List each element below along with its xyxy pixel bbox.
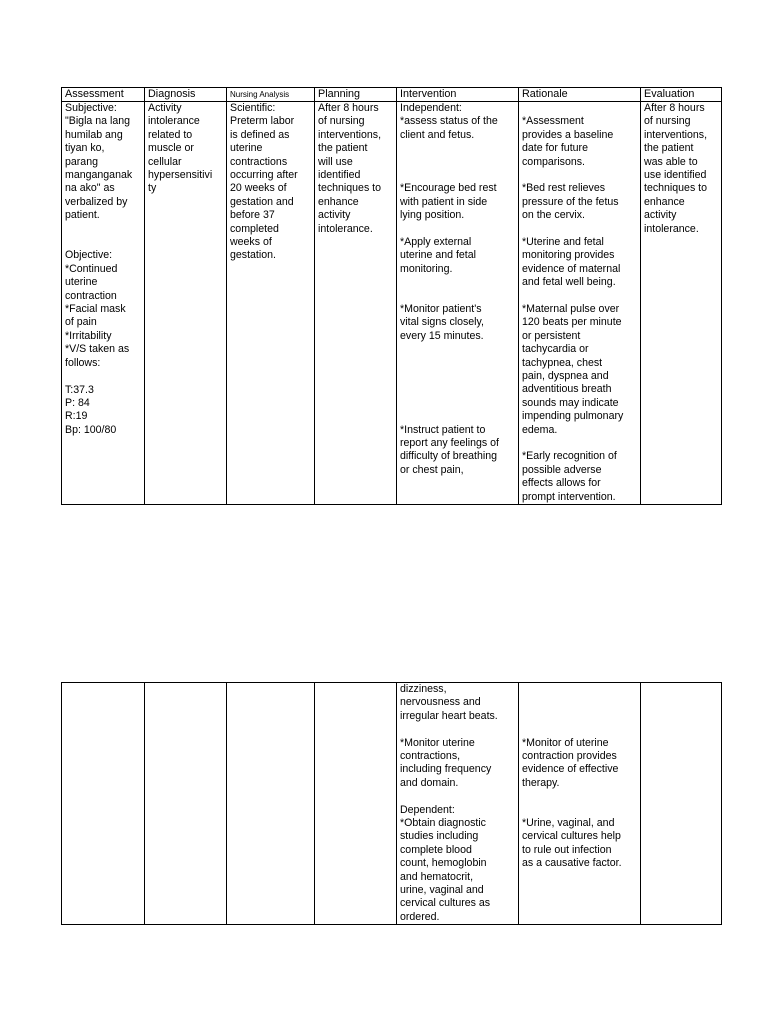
planning-text: After 8 hours of nursing interventions, the patient will use identified techniques to enhance activity intolerance. bbox=[318, 102, 382, 235]
table-row bbox=[62, 102, 722, 505]
dependent-heading: Dependent: bbox=[400, 803, 455, 816]
intervention-cell bbox=[397, 683, 519, 925]
planning-cell bbox=[315, 683, 397, 925]
diagnosis-text: Activity intolerance related to muscle or cellular hypersensitivi ty bbox=[148, 102, 213, 195]
nursing-analysis-text: Scientific: Preterm labor is defined as uterine contractions occurring after 20 weeks of gestation and before 37 completed weeks of gestation. bbox=[230, 102, 298, 262]
nursing-care-plan-table bbox=[61, 87, 722, 505]
rationale-item: *Uterine and fetal monitoring provides evidence of maternal and fetal well being. bbox=[522, 236, 621, 289]
planning-cell bbox=[315, 102, 397, 505]
vital-signs: T:37.3 P: 84 R:19 Bp: 100/80 bbox=[65, 383, 117, 436]
rationale-cell bbox=[519, 683, 641, 925]
objective-data: Objective: *Continued uterine contraction *Facial mask of pain *Irritability *V/S taken as follows: bbox=[65, 249, 130, 369]
intervention-item: *Apply external uterine and fetal monitoring. bbox=[400, 236, 476, 275]
rationale-item: *Urine, vaginal, and cervical cultures help to rule out infection as a causative factor. bbox=[522, 817, 622, 870]
table-row bbox=[62, 683, 722, 925]
rationale-item: *Bed rest relieves pressure of the fetus on the cervix. bbox=[522, 182, 619, 222]
evaluation-cell bbox=[641, 683, 722, 925]
subjective-data: Subjective: "Bigla na lang humilab ang tiyan ko, parang manganganak na ako" as verbalized by patient. bbox=[65, 102, 133, 222]
nursing-analysis-cell bbox=[227, 102, 315, 505]
header-diagnosis: Diagnosis bbox=[145, 88, 227, 102]
assessment-cell bbox=[62, 102, 145, 505]
diagnosis-cell bbox=[145, 683, 227, 925]
intervention-item: *Encourage bed rest with patient in side lying position. bbox=[400, 182, 497, 222]
nursing-care-plan-continuation-table bbox=[61, 682, 722, 925]
intervention-item: *Instruct patient to report any feelings of difficulty of breathing or chest pain, bbox=[400, 423, 499, 476]
header-nursing-analysis: Nursing Analysis bbox=[227, 88, 315, 102]
rationale-item: *Monitor of uterine contraction provides evidence of effective therapy. bbox=[522, 736, 619, 789]
intervention-item: *Monitor uterine contractions, including frequency and domain. bbox=[400, 736, 492, 789]
intervention-item: *Monitor patient's vital signs closely, every 15 minutes. bbox=[400, 303, 484, 342]
independent-heading: Independent: bbox=[400, 102, 462, 114]
intervention-item: *assess status of the client and fetus. bbox=[400, 115, 498, 141]
rationale-item: *Maternal pulse over 120 beats per minute or persistent tachycardia or tachypnea, chest pain, dyspnea and adventitious breath sounds may indicate impending pulmonary edema. bbox=[522, 303, 624, 436]
header-planning: Planning bbox=[315, 88, 397, 102]
header-evaluation: Evaluation bbox=[641, 88, 722, 102]
evaluation-cell bbox=[641, 102, 722, 505]
rationale-cell bbox=[519, 102, 641, 505]
intervention-cell bbox=[397, 102, 519, 505]
rationale-item: *Assessment provides a baseline date for future comparisons. bbox=[522, 115, 614, 168]
header-intervention: Intervention bbox=[397, 88, 519, 102]
intervention-item: *Obtain diagnostic studies including complete blood count, hemoglobin and hematocrit, urine, vaginal and cervical cultures as ordered. bbox=[400, 817, 491, 923]
header-assessment: Assessment bbox=[62, 88, 145, 102]
evaluation-text: After 8 hours of nursing interventions, the patient was able to use identified techniques to enhance activity intolerance. bbox=[644, 102, 708, 235]
nursing-analysis-cell bbox=[227, 683, 315, 925]
rationale-item: *Early recognition of possible adverse effects allows for prompt intervention. bbox=[522, 450, 617, 503]
header-rationale: Rationale bbox=[519, 88, 641, 102]
diagnosis-cell bbox=[145, 102, 227, 505]
assessment-cell bbox=[62, 683, 145, 925]
intervention-continuation: dizziness, nervousness and irregular heart beats. bbox=[400, 683, 498, 722]
header-row bbox=[62, 88, 722, 102]
